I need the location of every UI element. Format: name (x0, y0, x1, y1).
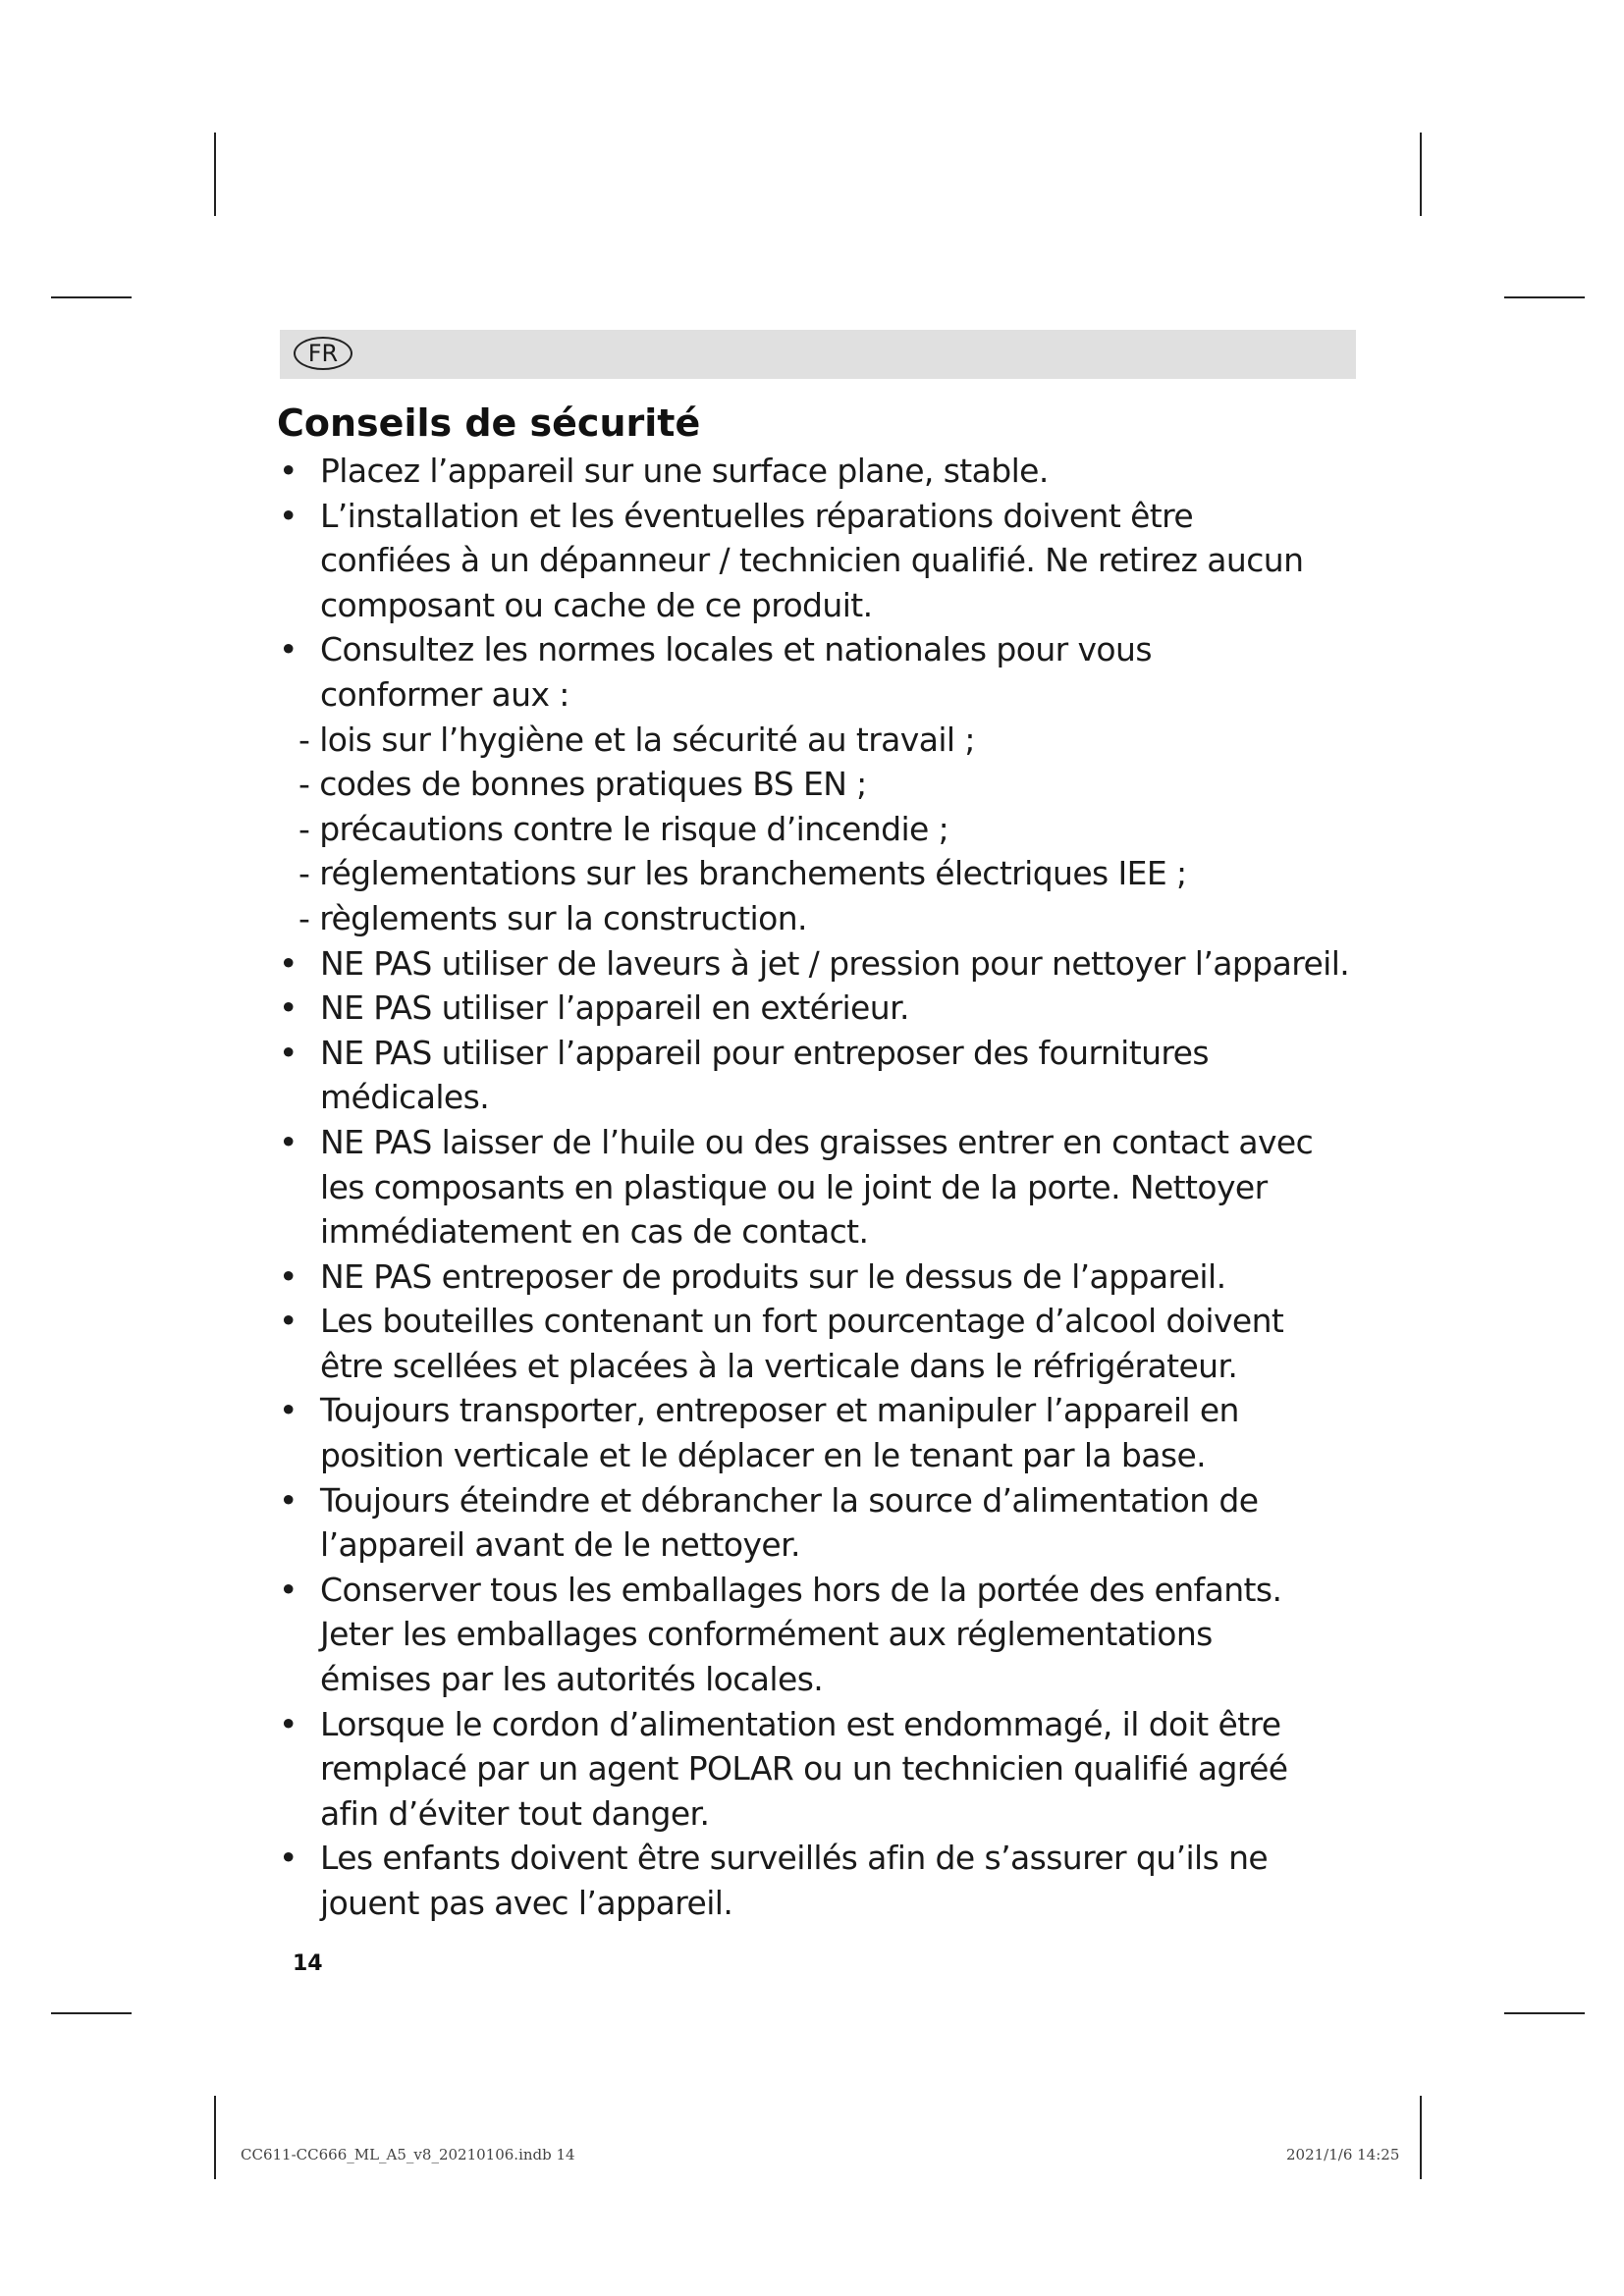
bullet-icon: • (279, 496, 298, 535)
language-badge: FR (294, 337, 352, 370)
list-item-text: afin d’éviter tout danger. (320, 1793, 710, 1833)
bullet-icon: • (279, 1256, 298, 1296)
list-item-text: Consultez les normes locales et nationales pour vous (320, 630, 1152, 669)
list-item (277, 1568, 1367, 1613)
list-item-text: émises par les autorités locales. (320, 1660, 824, 1699)
list-item-text: NE PAS utiliser l’appareil en extérieur. (320, 988, 909, 1028)
list-item-continuation (277, 1522, 1367, 1568)
list-item (277, 1836, 1367, 1881)
list-item-continuation (277, 1881, 1367, 1926)
list-item (277, 986, 1367, 1031)
crop-mark-top-left-horizontal (51, 296, 132, 298)
list-item-text: conformer aux : (320, 674, 569, 714)
bullet-icon: • (279, 943, 298, 983)
list-item (277, 1120, 1367, 1165)
crop-mark-bottom-right-horizontal (1504, 2012, 1585, 2014)
bullet-icon: • (279, 1704, 298, 1743)
list-item-continuation (277, 1657, 1367, 1702)
crop-mark-bottom-left-horizontal (51, 2012, 132, 2014)
list-item-continuation (277, 672, 1367, 718)
list-item-text: Lorsque le cordon d’alimentation est endommagé, il doit être (320, 1704, 1281, 1743)
list-item-text: immédiatement en cas de contact. (320, 1212, 869, 1252)
list-item (277, 494, 1367, 539)
list-item-text: Les bouteilles contenant un fort pourcentage d’alcool doivent (320, 1302, 1284, 1341)
bullet-icon: • (279, 988, 298, 1028)
list-item-text: jouent pas avec l’appareil. (320, 1884, 733, 1922)
list-item-text: être scellées et placées à la verticale dans le réfrigérateur. (320, 1346, 1238, 1385)
list-item-text: Toujours transporter, entreposer et manipuler l’appareil en (320, 1391, 1239, 1430)
list-item-continuation (277, 538, 1367, 583)
section-title: Conseils de sécurité (277, 401, 701, 445)
list-item-continuation (277, 583, 1367, 628)
bullet-icon: • (279, 1570, 298, 1609)
list-item-text: - réglementations sur les branchements électriques IEE ; (298, 854, 1187, 893)
bullet-icon: • (279, 1302, 298, 1341)
page-number: 14 (293, 1951, 323, 1976)
sub-list-item (277, 851, 1367, 896)
footer-timestamp: 2021/1/6 14:25 (1286, 2146, 1400, 2163)
list-item-text: - codes de bonnes pratiques BS EN ; (298, 765, 867, 804)
bullet-icon: • (279, 452, 298, 490)
list-item-continuation (277, 1612, 1367, 1657)
list-item (277, 1388, 1367, 1433)
list-item-text: Conserver tous les emballages hors de la portée des enfants. (320, 1570, 1282, 1609)
sub-list-item (277, 762, 1367, 807)
safety-list (277, 449, 1367, 1926)
list-item-text: Jeter les emballages conformément aux réglementations (320, 1615, 1213, 1654)
list-item-text: confiées à un dépanneur / technicien qualifié. Ne retirez aucun (320, 541, 1304, 580)
bullet-icon: • (279, 1391, 298, 1430)
list-item-text: position verticale et le déplacer en le tenant par la base. (320, 1436, 1207, 1475)
list-item-text: L’installation et les éventuelles réparations doivent être (320, 496, 1194, 535)
list-item-text: - règlements sur la construction. (298, 898, 807, 937)
list-item-continuation (277, 1433, 1367, 1478)
list-item-text: NE PAS utiliser l’appareil pour entreposer des fournitures (320, 1033, 1209, 1072)
list-item-continuation (277, 1075, 1367, 1120)
list-item-text: médicales. (320, 1078, 490, 1117)
crop-mark-bottom-left-vertical (214, 2096, 216, 2179)
list-item (277, 941, 1367, 987)
footer-file-info: CC611-CC666_ML_A5_v8_20210106.indb 14 (241, 2146, 575, 2163)
list-item-text: - lois sur l’hygiène et la sécurité au travail ; (298, 720, 975, 759)
list-item-text: l’appareil avant de le nettoyer. (320, 1525, 800, 1565)
bullet-icon: • (279, 630, 298, 669)
list-item-continuation (277, 1165, 1367, 1210)
list-item-continuation (277, 1344, 1367, 1389)
sub-list-item (277, 718, 1367, 763)
list-item-text: remplacé par un agent POLAR ou un technicien qualifié agréé (320, 1749, 1288, 1789)
list-item (277, 1299, 1367, 1344)
list-item-continuation (277, 1746, 1367, 1791)
sub-list-item (277, 807, 1367, 852)
list-item-continuation (277, 1209, 1367, 1255)
list-item (277, 1031, 1367, 1076)
list-item-text: Toujours éteindre et débrancher la source d’alimentation de (320, 1480, 1259, 1520)
list-item-text: NE PAS entreposer de produits sur le dessus de l’appareil. (320, 1256, 1226, 1296)
list-item-continuation (277, 1791, 1367, 1837)
list-item-text: les composants en plastique ou le joint de la porte. Nettoyer (320, 1167, 1268, 1206)
list-item-text: Placez l’appareil sur une surface plane, stable. (320, 452, 1049, 490)
bullet-icon: • (279, 1033, 298, 1072)
crop-mark-top-right-vertical (1420, 133, 1422, 216)
crop-mark-bottom-right-vertical (1420, 2096, 1422, 2179)
list-item-text: NE PAS laisser de l’huile ou des graisses entrer en contact avec (320, 1122, 1314, 1161)
crop-mark-top-right-horizontal (1504, 296, 1585, 298)
crop-mark-top-left-vertical (214, 133, 216, 216)
list-item (277, 1255, 1367, 1300)
sub-list-item (277, 896, 1367, 941)
language-header-bar (280, 330, 1356, 379)
list-item-text: composant ou cache de ce produit. (320, 585, 873, 624)
list-item (277, 1702, 1367, 1747)
list-item-text: NE PAS utiliser de laveurs à jet / pression pour nettoyer l’appareil. (320, 943, 1350, 983)
list-item (277, 627, 1367, 672)
list-item (277, 449, 1367, 494)
bullet-icon: • (279, 1480, 298, 1520)
list-item-text: Les enfants doivent être surveillés afin de s’assurer qu’ils ne (320, 1839, 1269, 1878)
list-item-text: - précautions contre le risque d’incendie ; (298, 809, 949, 848)
bullet-icon: • (279, 1839, 298, 1878)
list-item (277, 1478, 1367, 1523)
bullet-icon: • (279, 1122, 298, 1161)
